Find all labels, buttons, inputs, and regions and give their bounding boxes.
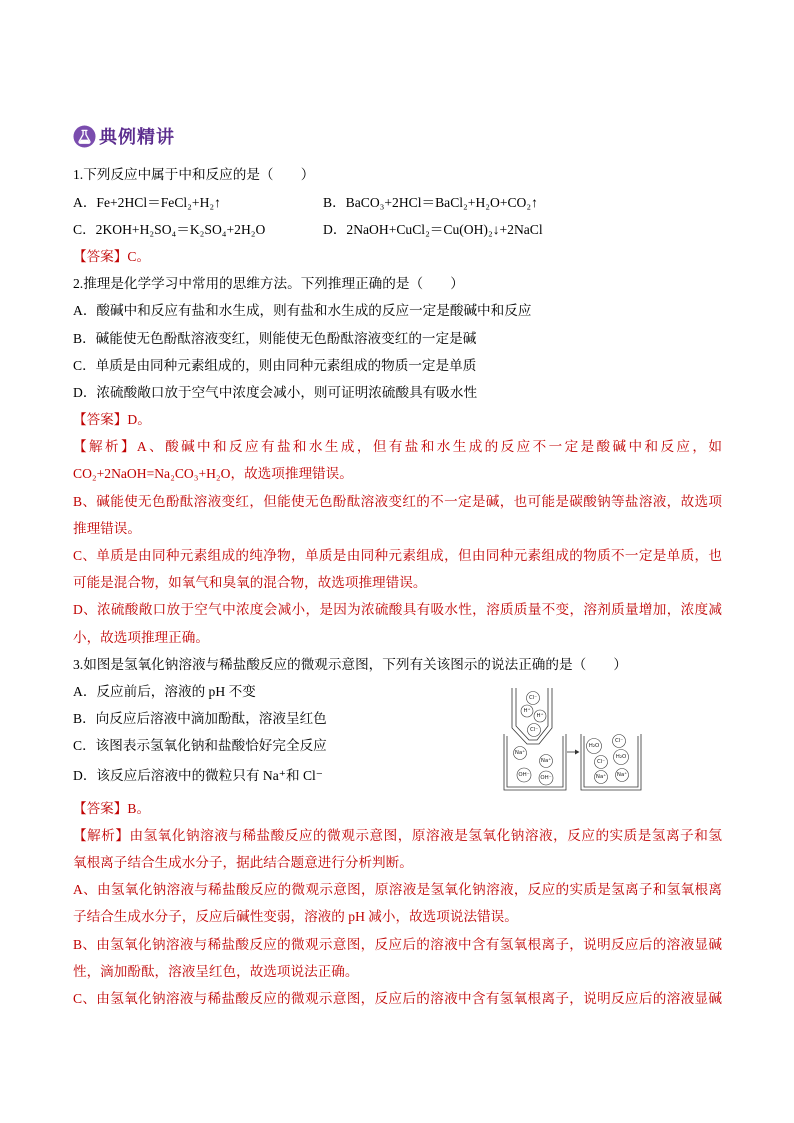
question-stem: 2.推理是化学学习中常用的思维方法。下列推理正确的是（ ） — [73, 276, 464, 292]
option-d: D．浓硫酸敞口放于空气中浓度会减小，则可证明浓硫酸具有吸水性 — [73, 384, 478, 400]
flask-icon — [73, 125, 96, 148]
question-stem: 1.下列反应中属于中和反应的是（ ） — [73, 167, 315, 183]
ion-label: H₂O — [615, 754, 627, 760]
option-c: C．该图表示氢氧化钠和盐酸恰好完全反应 — [73, 738, 327, 754]
ion-label: Cl⁻ — [529, 727, 539, 733]
option-a: A．Fe+2HCl＝FeCl₂+H₂↑ — [73, 194, 221, 210]
reaction-arrow — [567, 750, 580, 755]
ion — [616, 769, 629, 782]
ion — [527, 692, 540, 705]
analysis-line: B、碱能使无色酚酞溶液变红，但能使无色酚酞溶液变红的不一定是碱，也可能是碳酸钠等盐溶液，故选项 — [73, 493, 722, 509]
ion-label: H₂O — [588, 743, 600, 749]
answer-line: 【答案】C。 — [73, 248, 151, 264]
section-title: 典例精讲 — [99, 127, 175, 148]
ion — [517, 768, 531, 782]
ion — [539, 771, 553, 785]
question-1 — [73, 161, 722, 270]
ion — [534, 710, 546, 722]
question-2 — [73, 270, 722, 651]
option-row — [73, 189, 722, 216]
option-b: B．BaCO₃+2HCl＝BaCl₂+H₂O+CO₂↑ — [323, 194, 538, 210]
ion — [595, 756, 608, 769]
arrow-head — [575, 750, 580, 755]
analysis-line: 【解析】由氢氧化钠溶液与稀盐酸反应的微观示意图，原溶液是氢氧化钠溶液，反应的实质是氢离子和氢 — [73, 827, 722, 843]
question-list — [73, 161, 722, 1012]
analysis-line: 可能是混合物，如氧气和臭氧的混合物，故选项推理错误。 — [73, 575, 427, 591]
ion — [514, 747, 527, 760]
ion-label: Cl⁻ — [528, 695, 538, 701]
analysis-line: 【解析】A、酸碱中和反应有盐和水生成，但有盐和水生成的反应不一定是酸碱中和反应，如 — [73, 439, 722, 455]
option-b: B．碱能使无色酚酞溶液变红，则能使无色酚酞溶液变红的一定是碱 — [73, 330, 477, 346]
ion — [595, 771, 608, 784]
analysis-line: D、浓硫酸敞口放于空气中浓度会减小，是因为浓硫酸具有吸水性，溶质质量不变，溶剂质量增加，浓度减 — [73, 602, 722, 618]
option-a: A．酸碱中和反应有盐和水生成，则有盐和水生成的反应一定是酸碱中和反应 — [73, 303, 532, 319]
option-a: A．反应前后，溶液的 pH 不变 — [73, 683, 256, 699]
ion-label: OH⁻ — [540, 775, 552, 781]
section-header — [73, 124, 175, 148]
ion-label: H⁺ — [536, 713, 544, 719]
analysis-line: 小，故选项推理正确。 — [73, 629, 209, 645]
molecule — [614, 750, 629, 765]
answer-line: 【答案】B。 — [73, 800, 151, 816]
analysis-line: C、单质是由同种元素组成的纯净物，单质是由同种元素组成，但由同种元素组成的物质不一定是单质，也 — [73, 548, 722, 564]
ion-label: OH⁻ — [518, 772, 530, 778]
ion-label: H⁺ — [523, 708, 531, 714]
beaker-outer-wall — [504, 734, 566, 790]
analysis — [73, 822, 722, 1012]
analysis-line: B、由氢氧化钠溶液与稀盐酸反应的微观示意图，反应后的溶液中含有氢氧根离子，说明反应后的溶液显碱 — [73, 936, 722, 952]
question-stem: 3.如图是氢氧化钠溶液与稀盐酸反应的微观示意图，下列有关该图示的说法正确的是（ ） — [73, 656, 627, 672]
option-row — [73, 216, 722, 243]
analysis-line: A、由氢氧化钠溶液与稀盐酸反应的微观示意图，原溶液是氢氧化钠溶液，反应的实质是氢离子和氢氧根离 — [73, 882, 722, 898]
option-b: B．向反应后溶液中滴加酚酞，溶液呈红色 — [73, 711, 327, 727]
reaction-diagram — [500, 686, 645, 794]
option-c: C．2KOH+H₂SO₄＝K₂SO₄+2H₂O — [73, 221, 266, 237]
ion — [528, 724, 541, 737]
analysis-line: 子结合生成水分子，反应后碱性变弱，溶液的 pH 减小，故选项说法错误。 — [73, 909, 518, 925]
analysis — [73, 433, 722, 651]
analysis-line: CO₂+2NaOH=Na₂CO₃+H₂O，故选项推理错误。 — [73, 466, 353, 482]
ion-label: Na⁺ — [540, 758, 552, 764]
ion — [521, 705, 533, 717]
answer-line: 【答案】D。 — [73, 412, 151, 428]
option-c: C．单质是由同种元素组成的，则由同种元素组成的物质一定是单质 — [73, 357, 477, 373]
ion-label: Na⁺ — [616, 772, 628, 778]
ion-label: Cl⁻ — [614, 738, 624, 744]
analysis-line: 推理错误。 — [73, 520, 141, 536]
ion-label: Na⁺ — [514, 750, 526, 756]
option-d: D．该反应后溶液中的微粒只有 Na⁺和 Cl⁻ — [73, 767, 323, 783]
ion-label: Cl⁻ — [596, 759, 606, 765]
ion — [540, 755, 553, 768]
analysis-line: 氧根离子结合生成水分子，据此结合题意进行分析判断。 — [73, 855, 413, 871]
ion-label: Na⁺ — [595, 774, 607, 780]
analysis-line: C、由氢氧化钠溶液与稀盐酸反应的微观示意图，反应后的溶液中含有氢氧根离子，说明反应后的溶液显碱 — [73, 991, 722, 1007]
option-d: D．2NaOH+CuCl₂＝Cu(OH)₂↓+2NaCl — [323, 221, 543, 237]
beaker-before — [504, 734, 566, 790]
analysis-line: 性，滴加酚酞，溶液呈红色，故选项说法正确。 — [73, 963, 359, 979]
ion — [613, 735, 626, 748]
molecule — [587, 739, 602, 754]
